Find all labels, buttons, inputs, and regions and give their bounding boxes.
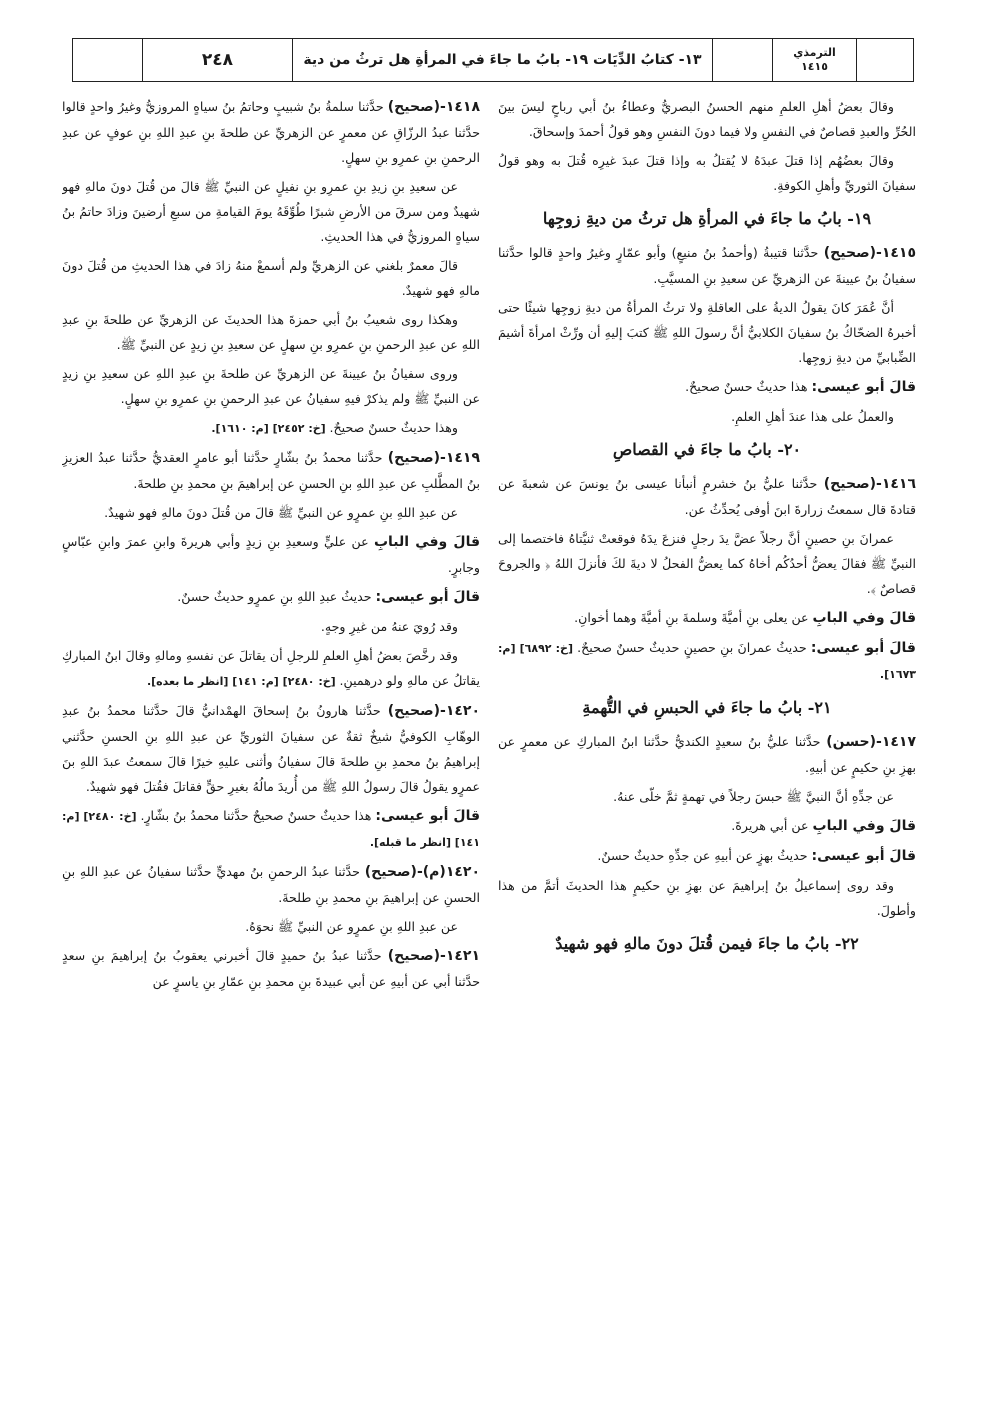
paragraph-text: عن عليٍّ وسعيدِ بنِ زيدٍ وأبي هريرةَ وابنِ عمرَ وابنِ عبّاسٍ وجابرٍ. [62,534,480,575]
paragraph-text: هذا حديثٌ حسنٌ صحيحٌ حدَّثنا محمدُ بنُ بشّارٍ. [140,808,376,823]
paragraph-text: حدَّثنا هارونُ بنُ إسحاقَ الهمْدانيُّ قالَ حدَّثنا محمدُ بنُ عبدِ الوهّابِ الكوفيُّ شيخٌ ثقةٌ عن سفيانَ الثوريِّ عن عبدِ اللهِ بنِ الحسنِ حدَّثني إبراهيمُ بنُ محمدِ بنِ طلحةَ قالَ سفيانُ وأثنى عليهِ خيرًا قالَ سمعتُ عبدَ اللهِ بنَ عمرٍو يقولُ قالَ رسولُ اللهِ ﷺ من أُريدَ مالُهُ بغيرِ حقٍّ فقاتلَ فقُتلَ فهو شهيدٌ. [62,703,480,794]
paragraph-lead: قالَ أبو عيسى: [811,379,916,395]
paragraph-lead: قالَ أبو عيسى: [810,640,916,656]
paragraph-lead: ١٤٢١-(صحيح) [387,948,480,964]
paragraph-text: عن عبدِ اللهِ بنِ عمرٍو عن النبيِّ ﷺ قالَ من قُتلَ دونَ مالهِ فهو شهيدٌ. [104,505,458,520]
text-paragraph [62,253,480,303]
chapter-heading: ١٩- بابُ ما جاءَ في المرأةِ هل ترثُ من ديةِ زوجِها [542,209,872,228]
paragraph-text: عن سعيدِ بنِ زيدِ بنِ عمرِو بنِ نفيلٍ عن النبيِّ ﷺ قالَ من قُتلَ دونَ مالهِ فهو شهيدٌ ومن سرقَ من الأرضِ شبرًا طُوِّقَهُ يومَ القيامةِ من سبعِ أرضينَ وزادَ حاتمُ بنُ سياهٍ المروزيُّ في هذا الحديثِ. [62,179,480,244]
paragraph-text: حديثُ عبدِ اللهِ بنِ عمرٍو حديثٌ حسنٌ. [177,589,376,604]
paragraph-text: عن عبدِ اللهِ بنِ عمرٍو عن النبيِّ ﷺ نحوَهُ. [245,919,458,934]
hadith-paragraph [498,240,916,291]
paragraph-text: حدَّثنا محمدُ بنُ بشّارٍ حدَّثنا أبو عامرٍ العقديُّ حدَّثنا عبدُ العزيزِ بنُ المطَّلبِ عن عبدِ اللهِ بنِ الحسنِ عن إبراهيمَ بنِ محمدِ بنِ طلحةَ. [62,450,480,491]
paragraph-lead: قالَ أبو عيسى: [375,808,480,824]
left-column [62,94,480,1364]
paragraph-lead: ١٤١٥-(صحيح) [823,245,916,261]
hadith-paragraph [62,698,480,799]
paragraph-text: وهذا حديثٌ حسنٌ صحيحٌ. [329,420,458,435]
paragraph-text: عن أبي هريرةَ. [731,818,813,833]
hadith-paragraph [498,471,916,522]
text-paragraph [62,174,480,249]
paragraph-lead: قالَ أبو عيسى: [375,589,480,605]
paragraph-text: وهكذا روى شعيبُ بنُ أبي حمزةَ هذا الحديثَ عن الزهريِّ عن طلحةَ بنِ عبدِ اللهِ عن عبدِ الرحمنِ بنِ عمرِو بنِ سهلٍ عن سعيدِ بنِ زيدٍ عن النبيِّ ﷺ. [62,312,480,352]
text-paragraph [498,526,916,601]
paragraph-text: أنَّ عُمَرَ كانَ يقولُ الديةُ على العاقلةِ ولا ترثُ المرأةُ من ديةِ زوجِها شيئًا حتى أخبرهُ الضحّاكُ بنُ سفيانَ الكلابيُّ أنَّ رسولَ اللهِ ﷺ كتبَ إليهِ أن ورِّثْ امرأةَ أشيمَ الضِّبابيِّ من ديةِ زوجِها. [498,300,916,365]
paragraph-text: حدَّثنا عليُّ بنُ سعيدٍ الكنديُّ حدَّثنا ابنُ المباركِ عن معمرٍ عن بهزِ بنِ حكيمٍ عن أبيهِ. [498,734,916,775]
hadith-paragraph [62,94,480,170]
paragraph-text: حدَّثنا عليُّ بنُ خشرمٍ أنبأنا عيسى بنُ يونسَ عن شعبةَ عن قتادةَ قال سمعتُ زرارةَ ابنَ أوفى يُحدِّثُ عن. [498,476,916,517]
paragraph-text: حدَّثنا عبدُ الرحمنِ بنُ مهديٍّ حدَّثنا سفيانُ عن عبدِ اللهِ بنِ الحسنِ عن إبراهيمَ بنِ محمدِ بنِ طلحةَ. [62,864,480,905]
cross-reference: [خ: ٢٤٨٠] [م: ١٤١] [انظر ما قبله]. [62,810,480,849]
hadith-paragraph [62,803,480,855]
header-blank-cell [73,39,143,81]
cross-reference: [خ: ٢٤٥٢] [م: ١٦١٠]. [211,422,330,435]
paragraph-text: حدَّثنا سلمةُ بنُ شبيبٍ وحاتمُ بنُ سياهٍ المروزيُّ وغيرُ واحدٍ قالوا حدَّثنا عبدُ الرزّاقِ عن معمرٍ عن الزهريِّ عن طلحةَ بنِ عبدِ اللهِ بنِ عوفٍ عن عبدِ الرحمنِ بنِ عمرِو بنِ سهلٍ. [62,99,480,165]
paragraph-lead: قالَ وفي البابِ [812,610,916,626]
paragraph-lead: ١٤١٨-(صحيح) [387,99,480,115]
chapter-heading: ٢٠- بابُ ما جاءَ في القصاصِ [612,440,802,459]
hadith-paragraph [62,529,480,580]
text-paragraph [498,873,916,923]
paragraph-text: وقد رُويَ عنهُ من غيرِ وجهٍ. [320,619,458,634]
page-number: ٢٤٨ [143,39,293,81]
paragraph-text: والعملُ على هذا عندَ أهلِ العلمِ. [731,409,894,424]
paragraph-text: حدَّثنا عبدُ بنُ حميدٍ قالَ أخبرني يعقوبُ بنُ إبراهيمَ بنِ سعدٍ حدَّثنا أبي عن أبيهِ عن أبي عبيدةَ بنِ محمدِ بنِ عمّارِ بنِ ياسرٍ عن [62,948,480,989]
hadith-paragraph [498,813,916,839]
paragraph-text: وقد رخَّصَ بعضُ أهلِ العلمِ للرجلِ أن يقاتلَ عن نفسهِ ومالهِ وقالَ ابنُ المباركِ يقاتلُ عن مالهِ ولو درهمينِ. [62,648,480,688]
paragraph-lead: قالَ وفي البابِ [812,818,916,834]
hadith-paragraph [62,943,480,994]
paragraph-text: حديثُ عمرانَ بنِ حصينٍ حديثٌ حسنٌ صحيحٌ. [577,640,811,655]
text-paragraph [62,914,480,939]
paragraph-lead: قالَ أبو عيسى: [811,848,916,864]
paragraph-text: هذا حديثٌ حسنٌ صحيحٌ. [685,379,812,394]
book-number: ١٤١٥ [801,60,828,73]
paragraph-text: قالَ معمرٌ بلغني عن الزهريِّ ولم أسمعْ منهُ زادَ في هذا الحديثِ من قُتلَ دونَ مالهِ فهو شهيدٌ. [62,258,480,298]
hadith-paragraph [498,605,916,631]
paragraph-text: عمرانَ بنِ حصينٍ أنَّ رجلاً عضَّ يدَ رجلٍ فنزعَ يدَهُ فوقعتْ ثنيَّتاهُ فاختصما إلى النبيِّ ﷺ فقالَ يعضُّ أحدُكُم أخاهُ كما يعضُّ الفحلُ لا ديةَ لكَ فأنزلَ اللهُ ﴿ والجروحَ قصاصٌ ﴾. [498,531,916,596]
right-column [498,94,916,1364]
paragraph-lead: ١٤٢٠-(صحيح) [387,703,480,719]
book-label [773,39,857,81]
text-paragraph [498,148,916,198]
paragraph-lead: ١٤١٧-(حسن) [826,734,916,750]
paragraph-lead: ١٤١٩-(صحيح) [387,450,480,466]
hadith-paragraph [498,635,916,687]
paragraph-text: وقد روى إسماعيلُ بنُ إبراهيمَ عن بهزِ بنِ حكيمٍ هذا الحديثَ أتمَّ من هذا وأطولَ. [498,878,916,918]
cross-reference: [خ: ٢٤٨٠] [م: ١٤١] [انظر ما بعده]. [146,675,340,688]
hadith-paragraph [498,374,916,400]
text-paragraph [62,307,480,357]
book-page [56,38,916,1368]
paragraph-text: وقالَ بعضُهُم إذا قتلَ عبدَهُ لا يُقتلُ به وإذا قتلَ عبدَ غيرِه قُتلَ به وهو قولُ سفيانَ الثوريِّ وأهلِ الكوفةِ. [498,153,916,193]
chapter-heading: ٢٢- بابُ ما جاءَ فيمن قُتلَ دونَ مالهِ فهو شهيدٌ [555,934,859,953]
hadith-paragraph [498,843,916,869]
text-columns [56,94,916,1364]
text-paragraph [498,94,916,144]
header-blank-cell [713,39,773,81]
page-header [72,38,914,82]
paragraph-lead: ١٤٢٠(م)-(صحيح) [364,864,480,880]
text-paragraph [498,295,916,370]
paragraph-text: حديثُ بهزٍ عن أبيهِ عن جدِّهِ حديثٌ حسنٌ. [597,848,812,863]
hadith-paragraph [62,859,480,910]
book-name: الترمذي [793,46,836,59]
chapter-heading: ٢١- بابُ ما جاءَ في الحبسِ في التُّهمةِ [582,698,832,717]
paragraph-lead: ١٤١٦-(صحيح) [823,476,916,492]
paragraph-text: عن جدِّهِ أنَّ النبيَّ ﷺ حبسَ رجلاً في تهمةٍ ثمَّ خلّى عنهُ. [613,789,894,804]
paragraph-lead: قالَ وفي البابِ [373,534,480,550]
paragraph-text: وروى سفيانُ بنُ عيينةَ عن الزهريِّ عن طلحةَ بنِ عبدِ اللهِ عن سعيدِ بنِ زيدٍ عن النبيِّ ﷺ ولم يذكرْ فيهِ سفيانُ عن عبدِ الرحمنِ بنِ عمرِو بنِ سهلٍ. [62,366,480,406]
text-paragraph [498,404,916,429]
text-paragraph [62,614,480,639]
text-paragraph [62,643,480,694]
hadith-paragraph [62,584,480,610]
paragraph-text: وقالَ بعضُ أهلِ العلمِ منهم الحسنُ البصريُّ وعطاءُ بنُ أبي رباحٍ ليسَ بينَ الحُرِّ والعبدِ قصاصٌ في النفسِ ولا فيما دونَ النفسِ وهو قولُ أحمدَ وإسحاقَ. [498,99,916,139]
paragraph-text: حدَّثنا قتيبةُ (وأحمدُ بنُ منيعٍ) وأبو عمّارٍ وغيرُ واحدٍ قالوا حدَّثنا سفيانُ بنُ عيينةَ عن الزهريِّ عن سعيدِ بنِ المسيَّبِ. [498,245,916,286]
hadith-paragraph [62,445,480,496]
hadith-paragraph [498,729,916,780]
text-paragraph [62,415,480,441]
cross-reference: [خ: ٦٨٩٢] [م: ١٦٧٣]. [498,642,916,681]
header-blank-cell [857,39,913,81]
paragraph-text: عن يعلى بنِ أميَّةَ وسلمةَ بنِ أميَّةَ وهما أخوانِ. [574,610,813,625]
text-paragraph [62,500,480,525]
running-title: ١٣- كتابُ الدِّيَات ١٩- بابُ ما جاءَ في المرأةِ هل ترثُ من دية [293,39,713,81]
text-paragraph [62,361,480,411]
text-paragraph [498,784,916,809]
